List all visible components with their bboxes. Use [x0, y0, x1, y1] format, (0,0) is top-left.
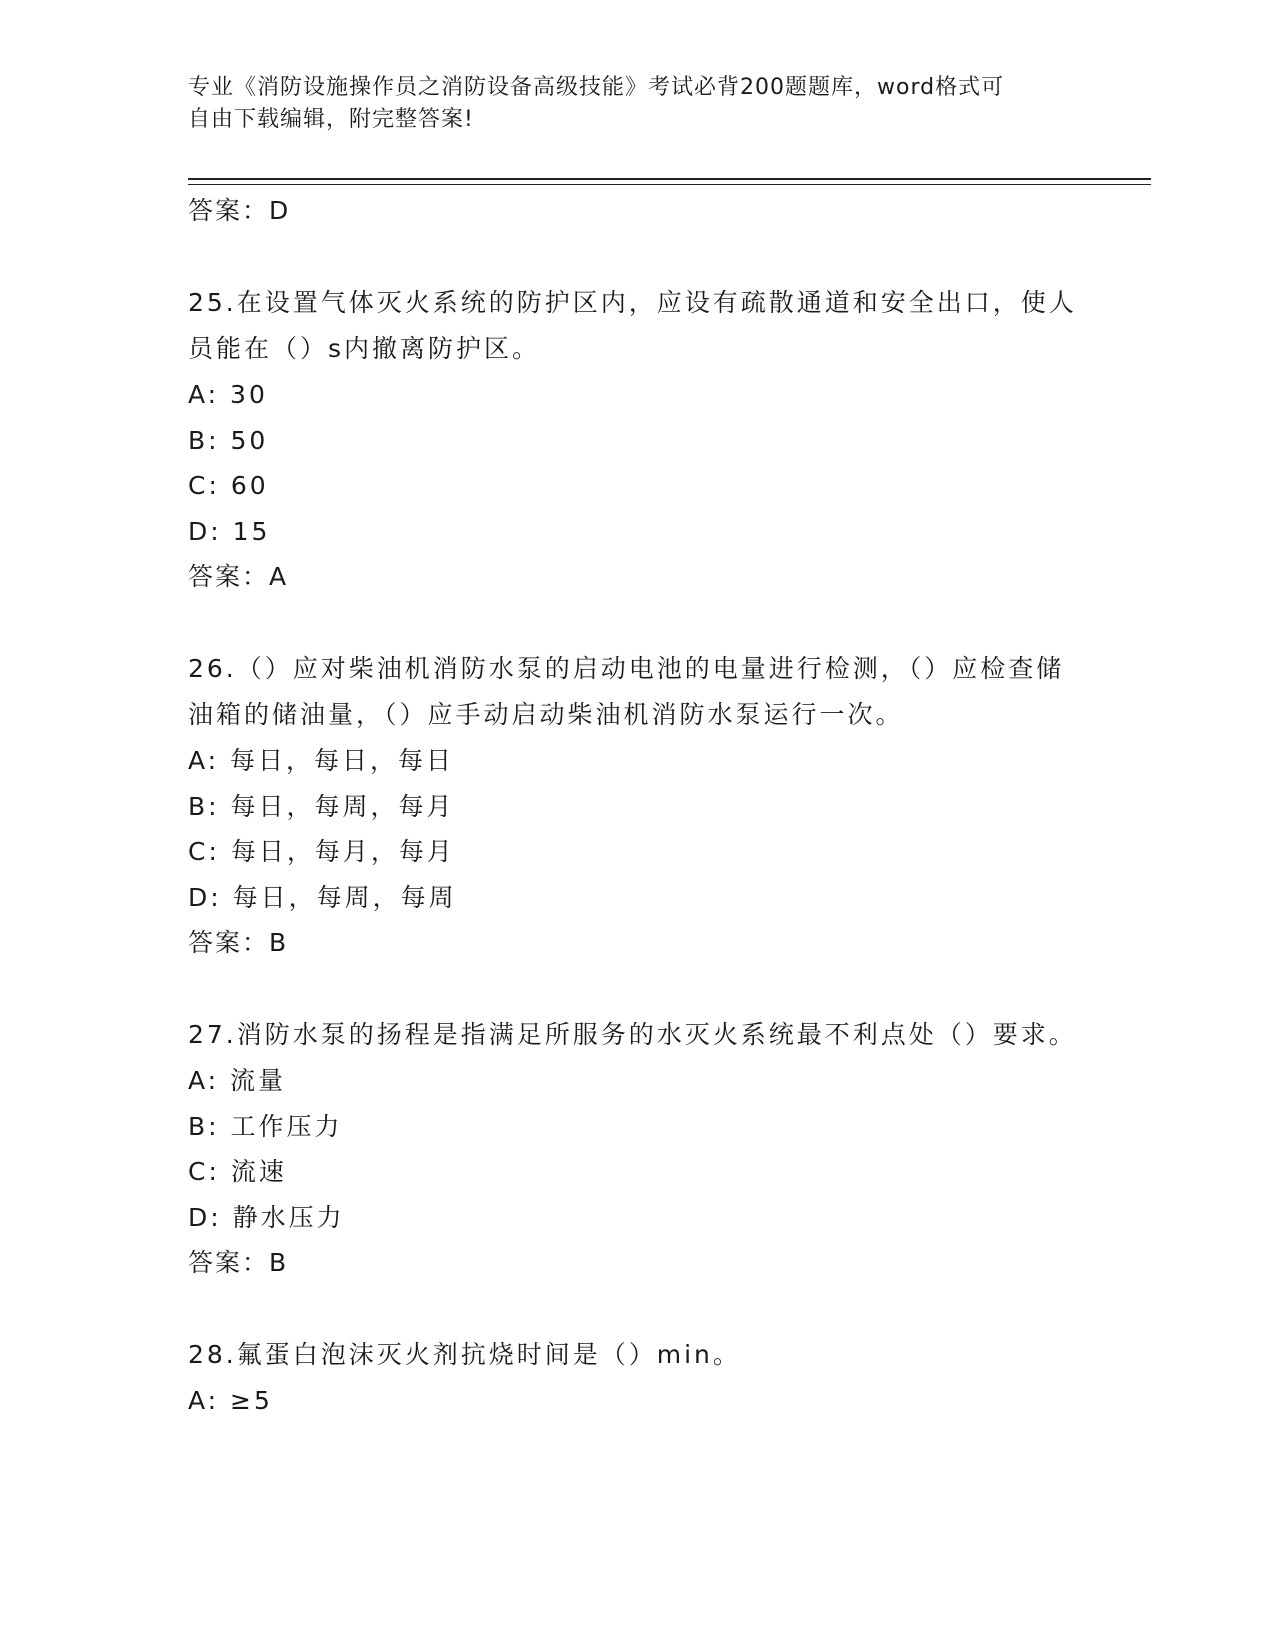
option-c: C: 流速 [188, 1157, 287, 1186]
question-text: 26.（）应对柴油机消防水泵的启动电池的电量进行检测，（）应检查储油箱的储油量，（）应手动启动柴油机消防水泵运行一次。 [188, 654, 1065, 729]
question-text: 28.氟蛋白泡沫灭火剂抗烧时间是（）min。 [188, 1340, 741, 1369]
answer-line: 答案：B [188, 928, 289, 957]
answer-line: 答案：B [188, 1248, 289, 1277]
option-a: A: ≥5 [188, 1386, 273, 1415]
question-27 [188, 1012, 1088, 1286]
question-26 [188, 646, 1088, 966]
option-b: B: 工作压力 [188, 1111, 343, 1141]
header-line-1: 专业《消防设施操作员之消防设备高级技能》考试必背200题题库，word格式可 [188, 75, 1005, 100]
option-d: D: 静水压力 [188, 1202, 345, 1232]
option-a: A: 30 [188, 380, 268, 409]
option-a: A: 每日，每日，每日 [188, 746, 455, 775]
header-rule-thin [188, 184, 1151, 185]
option-c: C: 每日，每月，每月 [188, 837, 455, 866]
question-25 [188, 280, 1088, 600]
option-b: B: 50 [188, 425, 269, 455]
question-text: 25.在设置气体灭火系统的防护区内，应设有疏散通道和安全出口，使人员能在（）s内撤离防护区。 [188, 288, 1077, 363]
option-d: D: 每日，每周，每周 [188, 882, 457, 912]
document-header [188, 72, 1088, 136]
option-b: B: 每日，每周，每月 [188, 791, 455, 821]
header-rule-thick [188, 178, 1151, 180]
option-a: A: 流量 [188, 1066, 287, 1095]
question-28 [188, 1332, 1088, 1424]
option-d: D: 15 [188, 516, 271, 546]
question-text: 27.消防水泵的扬程是指满足所服务的水灭火系统最不利点处（）要求。 [188, 1020, 1077, 1049]
answer-line: 答案：A [188, 562, 289, 591]
question-list [188, 188, 1088, 1424]
answer-line: 答案：D [188, 196, 291, 225]
option-c: C: 60 [188, 471, 269, 500]
header-line-2: 自由下载编辑，附完整答案! [188, 107, 474, 132]
